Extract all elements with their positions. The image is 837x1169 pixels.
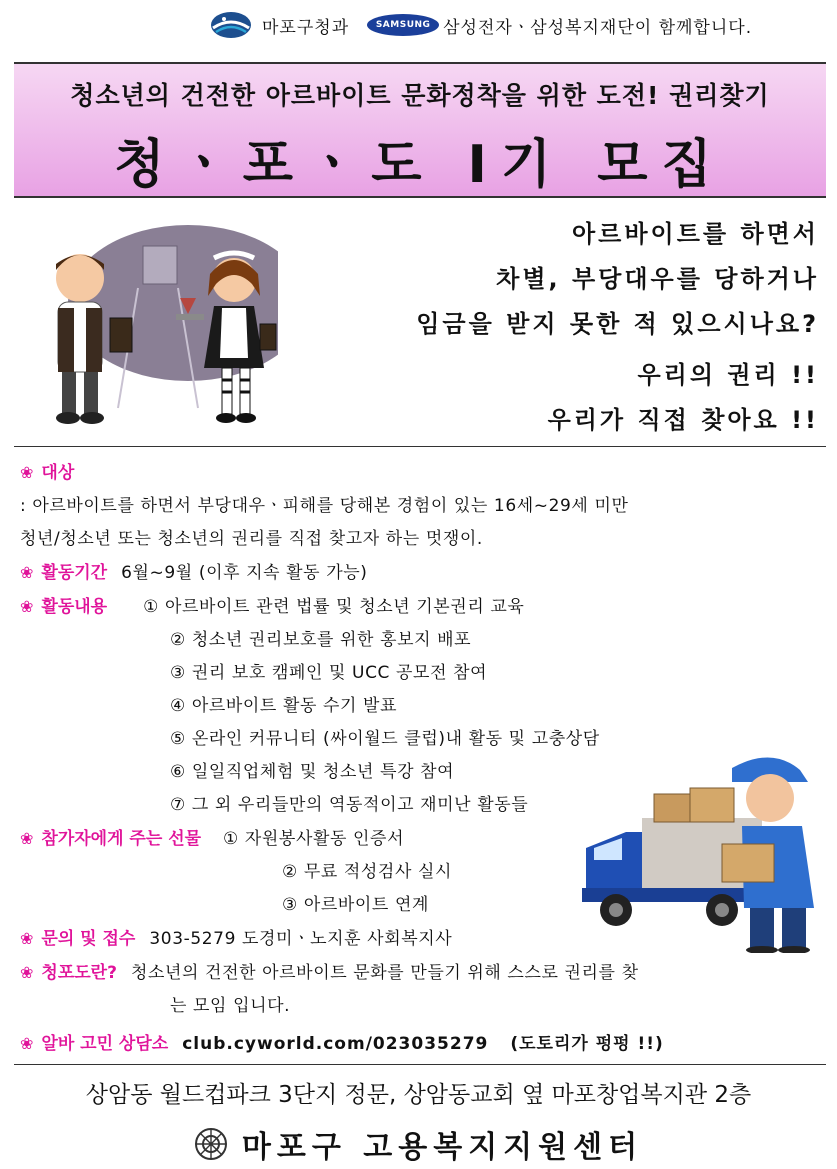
activities-label: 활동내용 — [41, 597, 108, 617]
target-line-1: : 아르바이트를 하면서 부당대우ㆍ피해를 당해본 경험이 있는 16세~29세 미만 — [20, 496, 629, 516]
activity-item: ⑥ 일일직업체험 및 청소년 특강 참여 — [170, 762, 455, 782]
activity-item: ③ 권리 보호 캠페인 및 UCC 공모전 참여 — [170, 663, 488, 683]
sponsor-ward: 마포구청과 — [262, 17, 350, 38]
target-heading — [20, 456, 820, 490]
gifts-label: 참가자에게 주는 선물 — [41, 829, 202, 849]
mapo-logo-icon — [210, 10, 252, 40]
target-line-2: 청년/청소년 또는 청소년의 권리를 직접 찾고자 하는 멋쟁이. — [20, 529, 483, 549]
intro-line-1: 아르바이트를 하면서 — [571, 220, 819, 248]
activities-row — [20, 590, 820, 624]
intro-line-5: 우리가 직접 찾아요 !! — [547, 406, 819, 434]
flower-bullet-icon: ❀ — [20, 963, 34, 982]
flower-bullet-icon: ❀ — [20, 829, 34, 848]
period-label: 활동기간 — [41, 563, 108, 583]
center-name: 마포구 고용복지지원센터 — [241, 1130, 644, 1165]
about-line-1: 청소년의 건전한 아르바이트 문화를 만들기 위해 스스로 권리를 찾 — [130, 963, 639, 983]
banner-title: 청ㆍ포ㆍ도 I기 모집 — [114, 135, 726, 195]
intro-line-2: 차별, 부당대우를 당하거나 — [496, 265, 819, 293]
gift-item: ③ 아르바이트 연계 — [282, 895, 430, 915]
contact-label: 문의 및 접수 — [41, 929, 136, 949]
flower-bullet-icon: ❀ — [20, 1034, 34, 1053]
title-banner — [14, 62, 826, 198]
period-row — [20, 556, 820, 590]
activity-item: ① 아르바이트 관련 법률 및 청소년 기본권리 교육 — [143, 597, 525, 617]
banner-subtitle: 청소년의 건전한 아르바이트 문화정착을 위한 도전! 권리찾기 — [70, 81, 770, 110]
counsel-row — [20, 1027, 820, 1061]
samsung-logo: SAMSUNG — [367, 14, 439, 36]
activity-item: ② 청소년 권리보호를 위한 홍보지 배포 — [170, 630, 472, 650]
delivery-man-truck-illustration — [582, 748, 822, 953]
gift-item: ② 무료 적성검사 실시 — [282, 862, 453, 882]
flower-bullet-icon: ❀ — [20, 929, 34, 948]
sponsor-rest: 삼성전자ㆍ삼성복지재단이 함께합니다. — [443, 17, 753, 38]
sponsor-line — [210, 8, 830, 42]
counsel-url-link[interactable]: club.cyworld.com/023035279 — [182, 1034, 489, 1054]
center-name-row — [0, 1122, 837, 1166]
address: 상암동 월드컵파크 3단지 정문, 상암동교회 옆 마포창업복지관 2층 — [85, 1082, 752, 1108]
counsel-label: 알바 고민 상담소 — [41, 1034, 169, 1054]
activity-item: ⑦ 그 외 우리들만의 역동적이고 재미난 활동들 — [170, 795, 529, 815]
intro-line-4: 우리의 권리 !! — [637, 361, 819, 389]
target-label: 대상 — [41, 463, 75, 483]
waiter-waitress-illustration — [28, 218, 278, 428]
divider-bottom — [14, 1064, 826, 1065]
about-label: 청포도란? — [41, 963, 117, 983]
flower-bullet-icon: ❀ — [20, 563, 34, 582]
counsel-note: (도토리가 펑펑 !!) — [510, 1034, 664, 1054]
intro-line-3: 임금을 받지 못한 적 있으시나요? — [416, 310, 819, 338]
period-value: 6월~9월 (이후 지속 활동 가능) — [121, 563, 368, 583]
activity-item: ⑤ 온라인 커뮤니티 (싸이월드 클럽)내 활동 및 고충상담 — [170, 729, 600, 749]
contact-value: 303-5279 도경미ㆍ노지훈 사회복지사 — [149, 929, 453, 949]
divider-top — [14, 446, 826, 447]
flower-bullet-icon: ❀ — [20, 597, 34, 616]
activity-item: ④ 아르바이트 활동 수기 발표 — [170, 696, 398, 716]
intro-text — [299, 212, 819, 443]
center-emblem-icon — [194, 1127, 228, 1161]
gift-item: ① 자원봉사활동 인증서 — [223, 829, 405, 849]
about-row — [20, 956, 820, 990]
about-line-2: 는 모임 입니다. — [170, 996, 291, 1016]
flower-bullet-icon: ❀ — [20, 463, 34, 482]
